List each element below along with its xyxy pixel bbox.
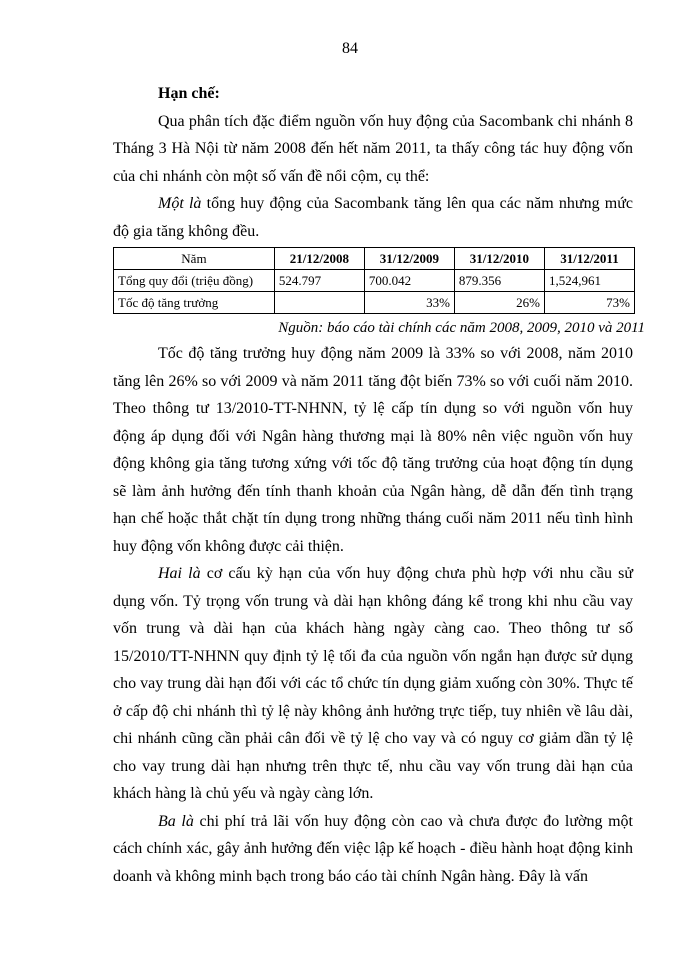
table-header-cell: 21/12/2008 bbox=[274, 248, 364, 270]
table-cell bbox=[274, 292, 364, 314]
table-cell: 73% bbox=[544, 292, 634, 314]
deposit-table bbox=[113, 247, 635, 314]
table-cell: 700.042 bbox=[364, 270, 454, 292]
table-row bbox=[114, 292, 635, 314]
point-two-lead: Hai là bbox=[158, 565, 201, 582]
document-body bbox=[113, 80, 645, 890]
point-three-lead: Ba là bbox=[158, 812, 194, 830]
table-cell: 33% bbox=[364, 292, 454, 314]
point-two-paragraph bbox=[113, 560, 633, 808]
table-cell: 524.797 bbox=[274, 270, 364, 292]
table-cell: Tốc độ tăng trưởng bbox=[114, 292, 275, 314]
point-one-paragraph bbox=[113, 190, 633, 245]
table-header-cell: 31/12/2010 bbox=[454, 248, 544, 270]
table-source: Nguồn: báo cáo tài chính các năm 2008, 2009, 2010 và 2011 bbox=[278, 320, 645, 336]
table-header-row bbox=[114, 248, 635, 270]
table-header-cell: Năm bbox=[114, 248, 275, 270]
point-two-text: cơ cấu kỳ hạn của vốn huy động chưa phù hợp với nhu cầu sử dụng vốn. Tỷ trọng vốn trung và dài hạn không đáng kể trong khi nhu cầu vay vốn trung và dài hạn của khách hàng ngày càng cao. Theo thông tư số 15/2010/TT-NHNN quy định tỷ lệ tối đa của nguồn vốn ngắn hạn được sử dụng cho vay trung dài hạn đối với các tổ chức tín dụng giảm xuống còn 30%. Thực tế ở cấp độ chi nhánh thì tỷ lệ này không ảnh hưởng trực tiếp, tuy nhiên về lâu dài, chi nhánh cũng cần phải cân đối về tỷ lệ cho vay và có nguy cơ giảm dần tỷ lệ cho vay trung dài hạn nhưng trên thực tế, nhu cầu vay vốn trung dài hạn của khách hàng là chủ yếu và ngày càng lớn. bbox=[113, 565, 633, 802]
table-cell: Tổng quy đổi (triệu đồng) bbox=[114, 270, 275, 292]
intro-paragraph: Qua phân tích đặc điểm nguồn vốn huy động của Sacombank chi nhánh 8 Tháng 3 Hà Nội từ năm 2008 đến hết năm 2011, ta thấy công tác huy động vốn của chi nhánh còn một số vấn đề nổi cộm, cụ thể: bbox=[113, 112, 633, 185]
point-three-paragraph bbox=[113, 808, 633, 891]
table-cell: 26% bbox=[454, 292, 544, 314]
page-number: 84 bbox=[342, 40, 358, 57]
table-header-cell: 31/12/2009 bbox=[364, 248, 454, 270]
table-cell: 1,524,961 bbox=[544, 270, 634, 292]
table-cell: 879.356 bbox=[454, 270, 544, 292]
section-heading: Hạn chế: bbox=[158, 85, 220, 102]
point-one-text: tổng huy động của Sacombank tăng lên qua các năm nhưng mức độ gia tăng không đều. bbox=[113, 195, 634, 240]
growth-paragraph: Tốc độ tăng trưởng huy động năm 2009 là 33% so với 2008, năm 2010 tăng lên 26% so với 2009 và năm 2011 tăng đột biến 73% so với cuối năm 2010. Theo thông tư 13/2010-TT-NHNN, tỷ lệ cấp tín dụng so với nguồn vốn huy động áp dụng đối với Ngân hàng thương mại là 80% nên việc nguồn vốn huy động không gia tăng tương xứng với tốc độ tăng trưởng của hoạt động tín dụng sẽ làm ảnh hưởng đến tính thanh khoản của Ngân hàng, dễ dẫn đến tình trạng hạn chế hoặc thắt chặt tín dụng trong những tháng cuối năm 2011 nếu tình hình huy động vốn không được cải thiện. bbox=[113, 345, 633, 555]
point-three-text: chi phí trả lãi vốn huy động còn cao và chưa được đo lường một cách chính xác, gây ảnh hưởng đến việc lập kế hoạch - điều hành hoạt động kinh doanh và không minh bạch trong báo cáo tài chính Ngân hàng. Đây là vấn bbox=[113, 812, 634, 885]
table-row bbox=[114, 270, 635, 292]
point-one-lead: Một là bbox=[158, 195, 202, 212]
table-header-cell: 31/12/2011 bbox=[544, 248, 634, 270]
